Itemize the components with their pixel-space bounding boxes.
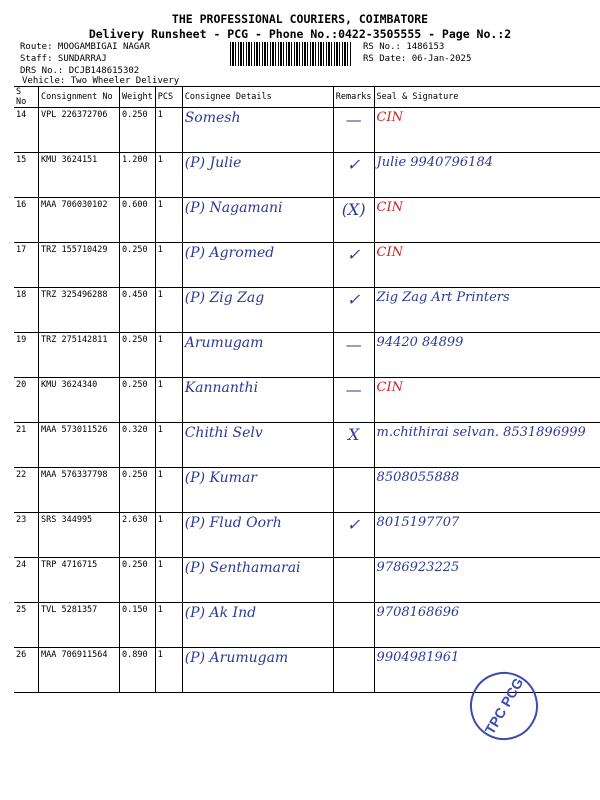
cell-weight: 0.250 bbox=[120, 558, 156, 603]
cell-consignee: (P) Agromed bbox=[182, 243, 333, 288]
cell-weight: 0.250 bbox=[120, 243, 156, 288]
cell-pcs: 1 bbox=[155, 513, 182, 558]
cell-pcs: 1 bbox=[155, 423, 182, 468]
cell-seal: CIN bbox=[374, 243, 600, 288]
cell-weight: 0.320 bbox=[120, 423, 156, 468]
cell-consignee: (P) Kumar bbox=[182, 468, 333, 513]
cell-seal: 9708168696 bbox=[374, 603, 600, 648]
cell-consignee: Chithi Selv bbox=[182, 423, 333, 468]
cell-consignee: Somesh bbox=[182, 108, 333, 153]
col-pcs: PCS bbox=[155, 87, 182, 108]
cell-weight: 0.250 bbox=[120, 108, 156, 153]
cell-sno: 14 bbox=[14, 108, 39, 153]
cell-pcs: 1 bbox=[155, 243, 182, 288]
cell-consignment: MAA 576337798 bbox=[39, 468, 120, 513]
table-header-row bbox=[14, 87, 600, 108]
cell-sno: 25 bbox=[14, 603, 39, 648]
cell-remarks: — bbox=[333, 333, 374, 378]
cell-weight: 0.250 bbox=[120, 333, 156, 378]
cell-consignment: TRZ 155710429 bbox=[39, 243, 120, 288]
cell-pcs: 1 bbox=[155, 108, 182, 153]
cell-sno: 23 bbox=[14, 513, 39, 558]
cell-consignment: TRZ 275142811 bbox=[39, 333, 120, 378]
table-row bbox=[14, 558, 600, 603]
stamp-text: TPC PCG bbox=[481, 675, 527, 737]
cell-consignment: MAA 706030102 bbox=[39, 198, 120, 243]
cell-weight: 0.450 bbox=[120, 288, 156, 333]
drs-number: DRS No.: DCJB148615302 bbox=[20, 66, 140, 76]
table-row bbox=[14, 423, 600, 468]
cell-remarks: — bbox=[333, 378, 374, 423]
cell-consignee: (P) Arumugam bbox=[182, 648, 333, 693]
cell-consignment: KMU 3624340 bbox=[39, 378, 120, 423]
cell-weight: 0.150 bbox=[120, 603, 156, 648]
cell-seal: CIN bbox=[374, 198, 600, 243]
cell-seal: CIN bbox=[374, 108, 600, 153]
cell-consignee: (P) Julie bbox=[182, 153, 333, 198]
cell-consignee: (P) Flud Oorh bbox=[182, 513, 333, 558]
cell-consignment: MAA 706911564 bbox=[39, 648, 120, 693]
col-consignee: Consignee Details bbox=[182, 87, 333, 108]
cell-remarks: ✓ bbox=[333, 513, 374, 558]
cell-sno: 19 bbox=[14, 333, 39, 378]
cell-remarks bbox=[333, 603, 374, 648]
cell-seal: 9786923225 bbox=[374, 558, 600, 603]
table-row bbox=[14, 378, 600, 423]
vehicle-label: Vehicle: Two Wheeler Delivery bbox=[22, 76, 180, 86]
cell-consignment: TRZ 325496288 bbox=[39, 288, 120, 333]
cell-consignee: (P) Zig Zag bbox=[182, 288, 333, 333]
cell-remarks bbox=[333, 648, 374, 693]
cell-pcs: 1 bbox=[155, 378, 182, 423]
cell-sno: 24 bbox=[14, 558, 39, 603]
cell-consignee: Kannanthi bbox=[182, 378, 333, 423]
cell-pcs: 1 bbox=[155, 333, 182, 378]
cell-consignee: (P) Nagamani bbox=[182, 198, 333, 243]
cell-weight: 1.200 bbox=[120, 153, 156, 198]
cell-pcs: 1 bbox=[155, 198, 182, 243]
cell-remarks: X bbox=[333, 423, 374, 468]
barcode bbox=[230, 42, 352, 66]
cell-remarks: ✓ bbox=[333, 243, 374, 288]
cell-sno: 20 bbox=[14, 378, 39, 423]
cell-remarks bbox=[333, 468, 374, 513]
cell-sno: 15 bbox=[14, 153, 39, 198]
table-row bbox=[14, 603, 600, 648]
col-sno: S No bbox=[14, 87, 39, 108]
cell-consignment: MAA 573011526 bbox=[39, 423, 120, 468]
cell-sno: 17 bbox=[14, 243, 39, 288]
cell-consignment: KMU 3624151 bbox=[39, 153, 120, 198]
table-row bbox=[14, 153, 600, 198]
table-row bbox=[14, 108, 600, 153]
runsheet-title: Delivery Runsheet - PCG - Phone No.:0422-3505555 - Page No.:2 bbox=[88, 27, 512, 41]
cell-sno: 21 bbox=[14, 423, 39, 468]
cell-consignment: TRP 4716715 bbox=[39, 558, 120, 603]
cell-consignee: (P) Senthamarai bbox=[182, 558, 333, 603]
table-row bbox=[14, 288, 600, 333]
cell-remarks: ✓ bbox=[333, 153, 374, 198]
cell-sno: 16 bbox=[14, 198, 39, 243]
cell-remarks: — bbox=[333, 108, 374, 153]
cell-sno: 26 bbox=[14, 648, 39, 693]
cell-seal: 8015197707 bbox=[374, 513, 600, 558]
col-seal: Seal & Signature bbox=[374, 87, 600, 108]
cell-seal: 8508055888 bbox=[374, 468, 600, 513]
cell-remarks: ✓ bbox=[333, 288, 374, 333]
cell-weight: 2.630 bbox=[120, 513, 156, 558]
cell-remarks bbox=[333, 558, 374, 603]
table-row bbox=[14, 513, 600, 558]
rs-number: RS No.: 1486153 bbox=[363, 42, 445, 52]
cell-pcs: 1 bbox=[155, 603, 182, 648]
cell-sno: 18 bbox=[14, 288, 39, 333]
cell-pcs: 1 bbox=[155, 558, 182, 603]
cell-remarks: (X) bbox=[333, 198, 374, 243]
company-name: THE PROFESSIONAL COURIERS, COIMBATORE bbox=[171, 12, 429, 26]
staff-label: Staff: SUNDARRAJ bbox=[20, 54, 107, 64]
cell-weight: 0.250 bbox=[120, 378, 156, 423]
cell-consignment: SRS 344995 bbox=[39, 513, 120, 558]
cell-seal: Zig Zag Art Printers bbox=[374, 288, 600, 333]
table-row bbox=[14, 333, 600, 378]
table-row bbox=[14, 198, 600, 243]
col-consignment: Consignment No bbox=[39, 87, 120, 108]
cell-consignment: VPL 226372706 bbox=[39, 108, 120, 153]
cell-seal: m.chithirai selvan. 8531896999 bbox=[374, 423, 600, 468]
cell-consignment: TVL 5281357 bbox=[39, 603, 120, 648]
cell-consignee: (P) Ak Ind bbox=[182, 603, 333, 648]
cell-pcs: 1 bbox=[155, 288, 182, 333]
cell-weight: 0.250 bbox=[120, 468, 156, 513]
cell-seal: 9904981961 bbox=[374, 648, 600, 693]
cell-pcs: 1 bbox=[155, 468, 182, 513]
cell-seal: CIN bbox=[374, 378, 600, 423]
runsheet-table bbox=[14, 86, 600, 693]
col-weight: Weight bbox=[120, 87, 156, 108]
cell-sno: 22 bbox=[14, 468, 39, 513]
rs-date: RS Date: 06-Jan-2025 bbox=[363, 54, 472, 64]
cell-pcs: 1 bbox=[155, 648, 182, 693]
cell-seal: Julie 9940796184 bbox=[374, 153, 600, 198]
table-row bbox=[14, 468, 600, 513]
cell-seal: 94420 84899 bbox=[374, 333, 600, 378]
route-label: Route: MOOGAMBIGAI NAGAR bbox=[20, 42, 151, 52]
cell-consignee: Arumugam bbox=[182, 333, 333, 378]
table-row bbox=[14, 243, 600, 288]
col-remarks: Remarks bbox=[333, 87, 374, 108]
cell-weight: 0.600 bbox=[120, 198, 156, 243]
cell-weight: 0.890 bbox=[120, 648, 156, 693]
cell-pcs: 1 bbox=[155, 153, 182, 198]
